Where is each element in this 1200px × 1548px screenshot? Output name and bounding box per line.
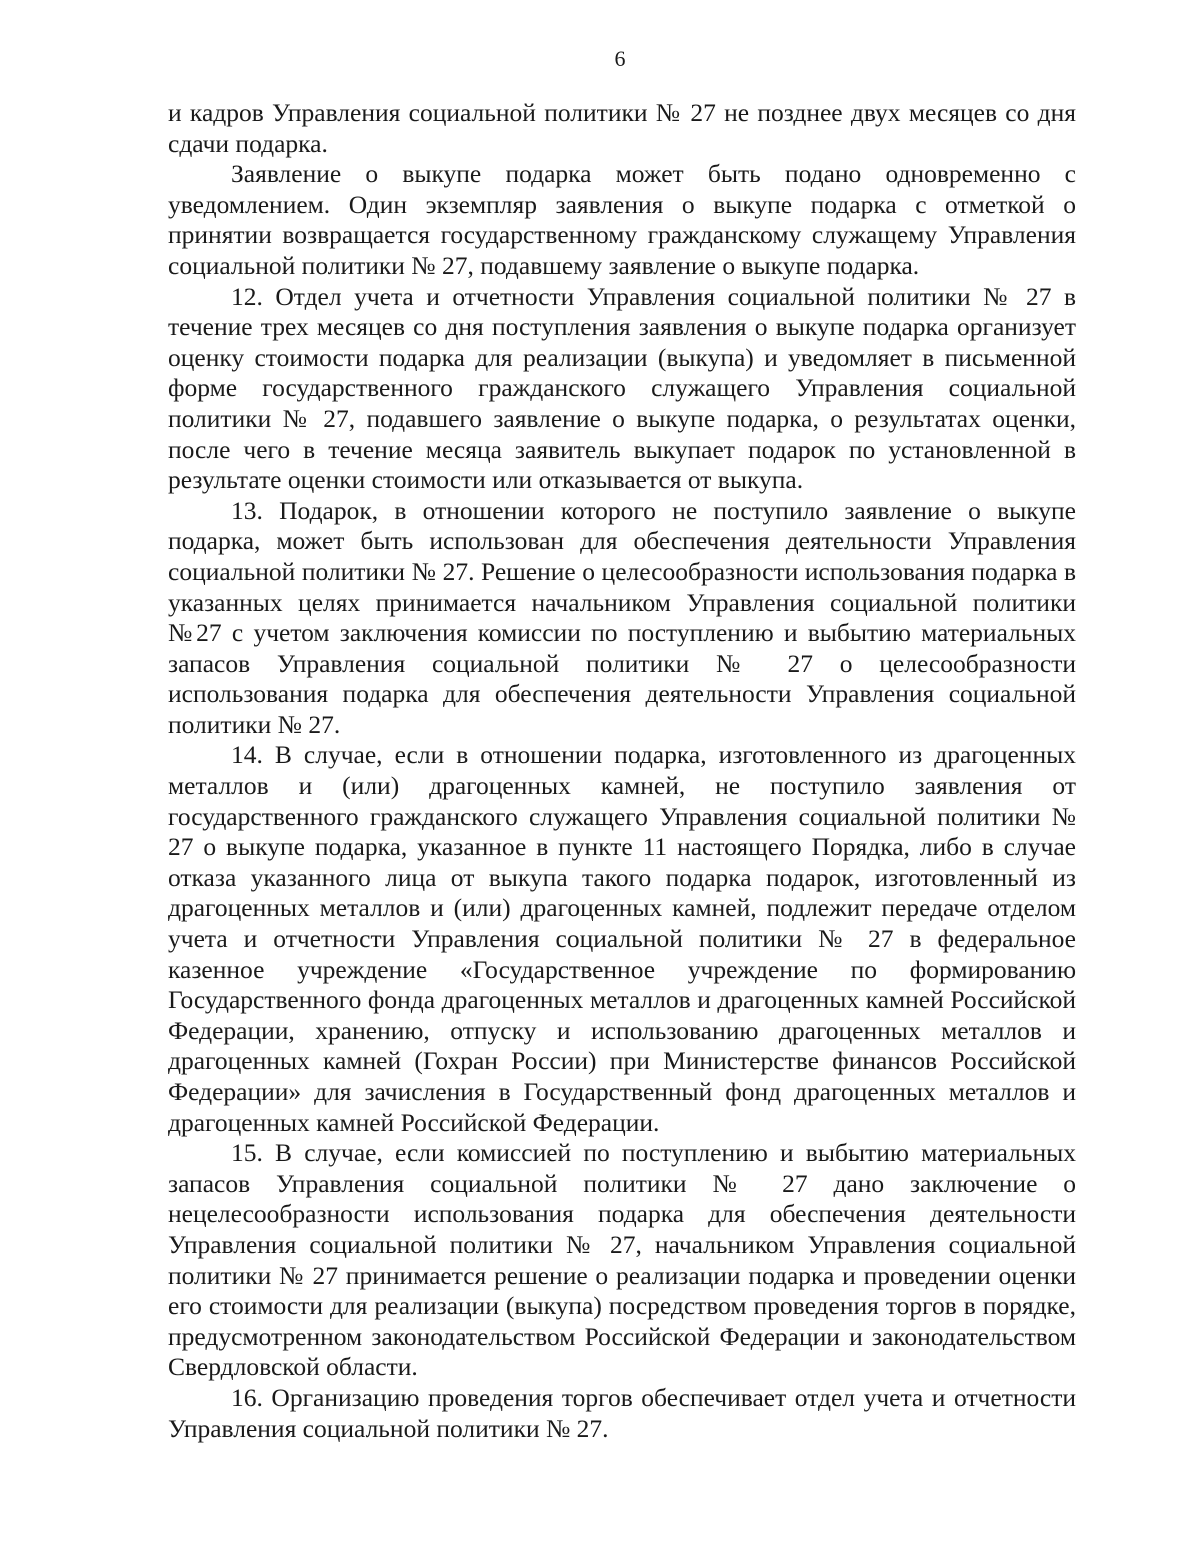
paragraph-buyout-application: Заявление о выкупе подарка может быть подано одновременно с уведомлением. Один экземпляр заявления о выкупе подарка с отметкой о принятии возвращается государственному гражданскому служащему Управления социальной политики № 27, подавшему заявление о выкупе подарка. bbox=[168, 159, 1076, 280]
paragraph-item-13: 13. Подарок, в отношении которого не поступило заявление о выкупе подарка, может быть использован для обеспечения деятельности Управления социальной политики № 27. Решение о целесообразности использования подарка в указанных целях принимается начальником Управления социальной политики №27 с учетом заключения комиссии по поступлению и выбытию материальных запасов Управления социальной политики № 27 о целесообразности использования подарка для обеспечения деятельности Управления социальной политики № 27. bbox=[168, 495, 1076, 739]
paragraph-item-16: 16. Организацию проведения торгов обеспечивает отдел учета и отчетности Управления социальной политики № 27. bbox=[168, 1382, 1076, 1443]
paragraph-item-15: 15. В случае, если комиссией по поступлению и выбытию материальных запасов Управления социальной политики № 27 дано заключение о нецелесообразности использования подарка для обеспечения деятельности Управления социальной политики № 27, начальником Управления социальной политики № 27 принимается решение о реализации подарка и проведении оценки его стоимости для реализации (выкупа) посредством проведения торгов в порядке, предусмотренном законодательством Российской Федерации и законодательством Свердловской области. bbox=[168, 1138, 1076, 1382]
paragraph-item-14: 14. В случае, если в отношении подарка, изготовленного из драгоценных металлов и (или) драгоценных камней, не поступило заявления от государственного гражданского служащего Управления социальной политики № 27 о выкупе подарка, указанное в пункте 11 настоящего Порядка, либо в случае отказа указанного лица от выкупа такого подарка подарок, изготовленный из драгоценных металлов и (или) драгоценных камней, подлежит передаче отделом учета и отчетности Управления социальной политики № 27 в федеральное казенное учреждение «Государственное учреждение по формированию Государственного фонда драгоценных металлов и драгоценных камней Российской Федерации, хранению, отпуску и использованию драгоценных металлов и драгоценных камней (Гохран России) при Министерстве финансов Российской Федерации» для зачисления в Государственный фонд драгоценных металлов и драгоценных камней Российской Федерации. bbox=[168, 740, 1076, 1137]
paragraph-continuation: и кадров Управления социальной политики № 27 не позднее двух месяцев со дня сдачи подарка. bbox=[168, 98, 1076, 158]
page-number: 6 bbox=[614, 46, 626, 71]
document-body bbox=[168, 98, 1076, 1444]
paragraph-item-12: 12. Отдел учета и отчетности Управления социальной политики № 27 в течение трех месяцев со дня поступления заявления о выкупе подарка организует оценку стоимости подарка для реализации (выкупа) и уведомляет в письменной форме государственного гражданского служащего Управления социальной политики № 27, подавшего заявление о выкупе подарка, о результатах оценки, после чего в течение месяца заявитель выкупает подарок по установленной в результате оценки стоимости или отказывается от выкупа. bbox=[168, 281, 1076, 495]
